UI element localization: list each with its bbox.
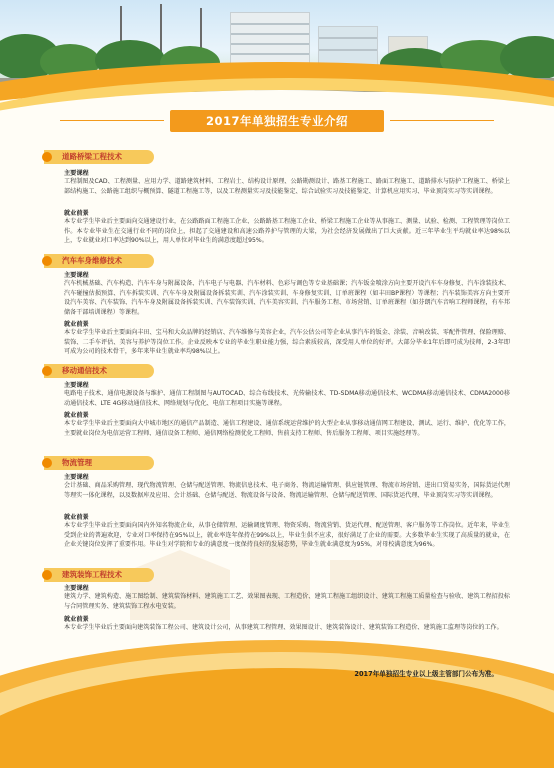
- section-title: 汽车车身维修技术: [62, 256, 122, 265]
- job-text: 本专业学生毕业后主要面向大中城市地区的通信产品制造、通信工程建设、通信系统运营维护的大型企业从事移动通信网工程建设、测试、运行、维护、优化等工作，主要就业岗位为电信运营工程师、通信设备工程师、通信网络检测优化工程师、售前支持工程师、售后服务工程师、项目实施经理等。: [64, 420, 510, 437]
- course-label: 主要课程: [64, 272, 89, 279]
- job-text: 本专业学生毕业后主要面向丰田、宝马和大众品牌的经销店、汽车维修与美容企业，汽车公估公司等企业从事汽车的钣金、涂装、音响改装、零配件管理、保险理赔、装饰、二手车评估、美容与养护等岗位工作。企业反映本专业的毕业生职业能力强，综合素质较高，深受用人单位的好评。大部分毕业1年后即可成为技师，2-3年即可成为公司的技术骨干，多年来毕业生就业率均98%以上。: [64, 329, 510, 356]
- section-title: 移动通信技术: [62, 366, 107, 375]
- course-text: 电路电子技术、通信电源设备与维护、通信工程制图与AUTOCAD、综合布线技术、光传输技术、TD-SDMA移动通信技术、WCDMA移动通信技术、CDMA2000移动通信技术、LTE 4G移动通信技术、网络规划与优化、电信工程项目实施等课程。: [64, 390, 510, 407]
- footer-note: 2017年单独招生专业以上级主管部门公布为准。: [354, 670, 498, 678]
- job-label: 就业前景: [64, 321, 89, 328]
- section-title: 建筑装饰工程技术: [62, 570, 122, 579]
- course-text: 工程制图及CAD、工程测量、应用力学、道路建筑材料、工程岩土、结构设计原理、公路勘测设计、路基工程施工、路面工程施工、道路排水与防护工程施工、桥梁上部结构施工、公路施工组织与概预算、隧道工程施工等，以及工程测量实习及技能鉴定、综合试验实习及技能鉴定、计算机应用实习、毕业顶岗实习等实训课程。: [64, 178, 510, 195]
- course-label: 主要课程: [64, 170, 89, 177]
- section-header-road-bridge: [44, 150, 154, 164]
- job-label: 就业前景: [64, 210, 89, 217]
- section-header-auto-body: [44, 254, 154, 268]
- course-label: 主要课程: [64, 382, 89, 389]
- section-title: 道路桥梁工程技术: [62, 152, 122, 161]
- section-header-decoration: [44, 568, 154, 582]
- job-text: 本专业学生毕业后主要面向建筑装饰工程公司、建筑设计公司，从事建筑工程管理、效果图设计、建筑装饰设计、建筑装饰工程造价、建筑施工监理等岗位的工作。: [64, 624, 503, 631]
- course-text: 会计基础、商品采购管理、现代物流管理、仓储与配送管理、物流信息技术、电子商务、物流运输管理、供应链管理、物流市场营销、进出口贸易实务，国际货运代理等理实一体化课程，以及数据库及应用、会计基础、仓储与配送、物流设备与设备、物流运输管理、仓储与配送管理、国际货运代理、毕业顶岗实习等实训课程。: [64, 482, 510, 499]
- job-label: 就业前景: [64, 514, 89, 521]
- job-text: 本专业学生毕业后主要面向国内外知名物流企业，从事仓储管理、运输调度管理、物资采购、物流营销、货运代理、配送管理、客户服务等工作岗位。近年来，毕业生受到企业的普遍欢迎，专业对口率保持在95%以上，就业率连年保持在99%以上，毕业生供不应求，很好满足了企业的需要。大多数毕业生实现了高质量的就业，在企业关键岗位发挥了重要作用。毕业生对学院和专业的满意度一度保持良好的发展态势，毕业生就业满意度为95%，对母校满意度为96%。: [64, 522, 510, 549]
- page-title: 2017年单独招生专业介绍: [170, 110, 384, 132]
- course-text: 建筑力学、建筑构造、施工图绘制、建筑装饰材料、建筑施工工艺、效果图表现、工程造价、建筑工程施工组织设计、建筑工程施工质量检查与验收、建筑工程招投标与合同管理实务、建筑装饰工程水电安装。: [64, 593, 510, 610]
- course-text: 汽车机械基础、汽车构造、汽车车身与附属设备、汽车电子与电器、汽车材料、色彩与调色等专业基础课；汽车钣金喷涂方向主要开设汽车车身修复、汽车涂装技术、汽车碰撞估损预算、汽车拆装实训、汽车车身及附属设备拆装实训、汽车涂装实训、车身修复实训、订单班课程（如丰田BP课程）等课程；汽车装饰美容方向主要开设汽车美容、汽车装饰、汽车车身及附属设备拆装实训、汽车装饰实训、汽车美容实训、汽车服务工程、市场营销、订单班课程（如芬朗汽车音响工程师课程，有车邦储备干部培训课程）等课程。: [64, 280, 510, 316]
- section-header-mobile-comm: [44, 364, 154, 378]
- course-label: 主要课程: [64, 585, 89, 592]
- job-label: 就业前景: [64, 616, 89, 623]
- job-text: 本专业学生毕业后主要面向交通建设行业，在公路路面工程施工企业、公路路基工程施工企业、桥梁工程施工企业等从事施工、测量、试验、检测、工程管理等岗位工作。本专业毕业生在交通行业不同的岗位上，担起了交通建设和高速公路养护与管理的大梁，为社会经济发展做出了巨大贡献。近三年毕业生平均就业率达98%以上，专业就业对口率达到90%以上，用人单位对毕业生的满意度超过95%。: [64, 218, 510, 245]
- section-header-logistics: [44, 456, 154, 470]
- course-label: 主要课程: [64, 474, 89, 481]
- section-title: 物流管理: [62, 458, 92, 467]
- job-label: 就业前景: [64, 412, 89, 419]
